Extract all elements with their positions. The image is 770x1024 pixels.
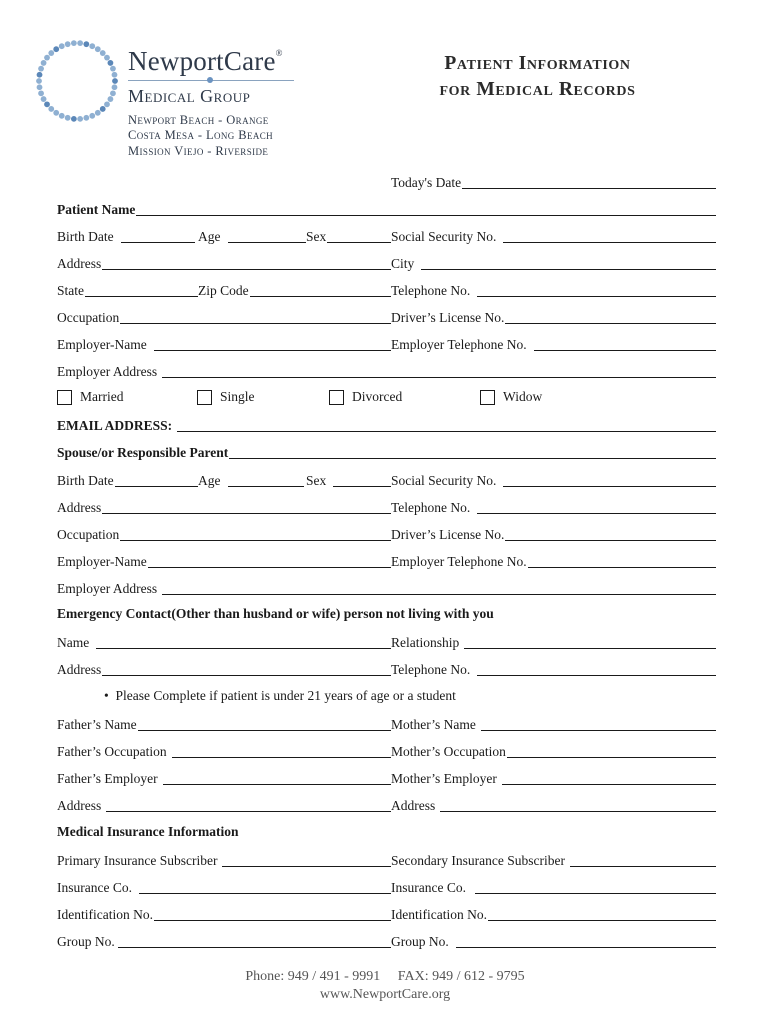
- logo-dot: [65, 41, 71, 47]
- logo-dot: [89, 43, 95, 49]
- dotted-ring-logo-icon: [34, 38, 120, 124]
- zip-code-field[interactable]: Zip Code: [198, 281, 391, 299]
- telephone-field[interactable]: Telephone No.: [391, 281, 716, 299]
- secondary-subscriber-field[interactable]: Secondary Insurance Subscriber: [391, 851, 716, 869]
- spouse-address-field[interactable]: Address: [57, 498, 391, 516]
- mothers-employer-field[interactable]: Mother’s Employer: [391, 769, 716, 787]
- brand-divider-dot: [207, 77, 213, 83]
- logo-dot: [108, 96, 114, 102]
- logo-dot: [48, 50, 54, 56]
- emergency-contact-heading: Emergency Contact(Other than husband or wife) person not living with you: [57, 606, 494, 621]
- logo-dot: [77, 116, 83, 122]
- logo-dot: [100, 106, 106, 112]
- patient-name-field[interactable]: Patient Name: [57, 200, 716, 218]
- location-line-2: Costa Mesa - Long Beach: [128, 128, 274, 142]
- spouse-field[interactable]: Spouse/or Responsible Parent: [57, 443, 716, 461]
- logo-dot: [53, 110, 59, 116]
- address-field[interactable]: Address: [57, 254, 391, 272]
- spouse-employer-telephone-field[interactable]: Employer Telephone No.: [391, 552, 716, 570]
- widow-checkbox[interactable]: Widow: [480, 389, 542, 405]
- sex-field[interactable]: Sex: [306, 227, 391, 245]
- logo-dot: [71, 40, 77, 46]
- spouse-ssn-field[interactable]: Social Security No.: [391, 471, 716, 489]
- logo-dot: [48, 106, 54, 112]
- logo-dot: [104, 101, 110, 107]
- primary-subscriber-field[interactable]: Primary Insurance Subscriber: [57, 851, 391, 869]
- logo-dot: [110, 66, 116, 72]
- logo-dot: [65, 115, 71, 121]
- logo-dot: [83, 41, 89, 47]
- logo-dot: [38, 66, 44, 72]
- logo-dot: [44, 55, 50, 61]
- logo-dot: [83, 115, 89, 121]
- logo-dot: [89, 113, 95, 119]
- location-line-1: Newport Beach - Orange: [128, 113, 269, 127]
- checkbox-square-icon: [329, 390, 344, 405]
- married-checkbox[interactable]: Married: [57, 389, 123, 405]
- employer-address-field[interactable]: Employer Address: [57, 362, 716, 380]
- secondary-insurance-co-field[interactable]: Insurance Co.: [391, 878, 716, 896]
- checkbox-square-icon: [197, 390, 212, 405]
- bullet-icon: •: [104, 688, 109, 703]
- location-line-3: Mission Viejo - Riverside: [128, 144, 269, 158]
- primary-insurance-co-field[interactable]: Insurance Co.: [57, 878, 391, 896]
- logo-dot: [108, 60, 114, 66]
- insurance-heading: Medical Insurance Information: [57, 824, 239, 839]
- footer-website: www.NewportCare.org: [319, 987, 451, 1002]
- fathers-occupation-field[interactable]: Father’s Occupation: [57, 742, 391, 760]
- brand-subtitle: Medical Group: [128, 86, 251, 106]
- mothers-name-field[interactable]: Mother’s Name: [391, 715, 716, 733]
- logo-dot: [112, 72, 118, 78]
- mothers-occupation-field[interactable]: Mother’s Occupation: [391, 742, 716, 760]
- logo-dot: [77, 40, 83, 46]
- secondary-identification-field[interactable]: Identification No.: [391, 905, 716, 923]
- logo-dot: [112, 78, 118, 84]
- logo-dot: [41, 60, 47, 66]
- minor-note: • Please Complete if patient is under 21 years of age or a student: [104, 688, 456, 703]
- todays-date-field[interactable]: Today's Date: [391, 173, 716, 191]
- spouse-employer-name-field[interactable]: Employer-Name: [57, 552, 391, 570]
- ssn-field[interactable]: Social Security No.: [391, 227, 716, 245]
- employer-telephone-field[interactable]: Employer Telephone No.: [391, 335, 716, 353]
- age-field[interactable]: Age: [198, 227, 306, 245]
- logo-dot: [36, 78, 42, 84]
- emergency-relationship-field[interactable]: Relationship: [391, 633, 716, 651]
- emergency-name-field[interactable]: Name: [57, 633, 391, 651]
- fathers-employer-field[interactable]: Father’s Employer: [57, 769, 391, 787]
- state-field[interactable]: State: [57, 281, 198, 299]
- spouse-telephone-field[interactable]: Telephone No.: [391, 498, 716, 516]
- brand-name: NewportCare®: [128, 46, 283, 76]
- logo-dot: [71, 116, 77, 122]
- logo-dot: [100, 50, 106, 56]
- spouse-age-field[interactable]: Age: [198, 471, 304, 489]
- primary-identification-field[interactable]: Identification No.: [57, 905, 391, 923]
- fathers-name-field[interactable]: Father’s Name: [57, 715, 391, 733]
- spouse-occupation-field[interactable]: Occupation: [57, 525, 391, 543]
- single-checkbox[interactable]: Single: [197, 389, 255, 405]
- logo-dot: [44, 101, 50, 107]
- logo-dot: [41, 96, 47, 102]
- employer-name-field[interactable]: Employer-Name: [57, 335, 391, 353]
- logo-dot: [104, 55, 110, 61]
- spouse-birth-date-field[interactable]: Birth Date: [57, 471, 198, 489]
- spouse-employer-address-field[interactable]: Employer Address: [57, 579, 716, 597]
- checkbox-square-icon: [57, 390, 72, 405]
- emergency-telephone-field[interactable]: Telephone No.: [391, 660, 716, 678]
- email-address-field[interactable]: EMAIL ADDRESS:: [57, 416, 716, 434]
- logo-dot: [95, 46, 101, 52]
- logo-dot: [37, 84, 43, 90]
- parents-address-field[interactable]: Address: [57, 796, 391, 814]
- mothers-address-field[interactable]: Address: [391, 796, 716, 814]
- logo-dot: [59, 43, 65, 49]
- page-title-line-1: Patient Information: [444, 53, 631, 74]
- divorced-checkbox[interactable]: Divorced: [329, 389, 402, 405]
- primary-group-field[interactable]: Group No.: [57, 932, 391, 950]
- checkbox-square-icon: [480, 390, 495, 405]
- emergency-address-field[interactable]: Address: [57, 660, 391, 678]
- logo-dot: [112, 84, 118, 90]
- logo-dot: [110, 90, 116, 96]
- logo-dot: [37, 72, 43, 78]
- footer-phone-fax: Phone: 949 / 491 - 9991 FAX: 949 / 612 - 9795: [245, 969, 525, 984]
- spouse-drivers-license-field[interactable]: Driver’s License No.: [391, 525, 716, 543]
- secondary-group-field[interactable]: Group No.: [391, 932, 716, 950]
- drivers-license-field[interactable]: Driver’s License No.: [391, 308, 716, 326]
- logo-dot: [95, 110, 101, 116]
- logo-dot: [59, 113, 65, 119]
- birth-date-field[interactable]: Birth Date: [57, 227, 195, 245]
- logo-dot: [53, 46, 59, 52]
- occupation-field[interactable]: Occupation: [57, 308, 391, 326]
- city-field[interactable]: City: [391, 254, 716, 272]
- spouse-sex-field[interactable]: Sex: [306, 471, 391, 489]
- logo-dot: [38, 90, 44, 96]
- page-title-line-2: for Medical Records: [439, 79, 636, 100]
